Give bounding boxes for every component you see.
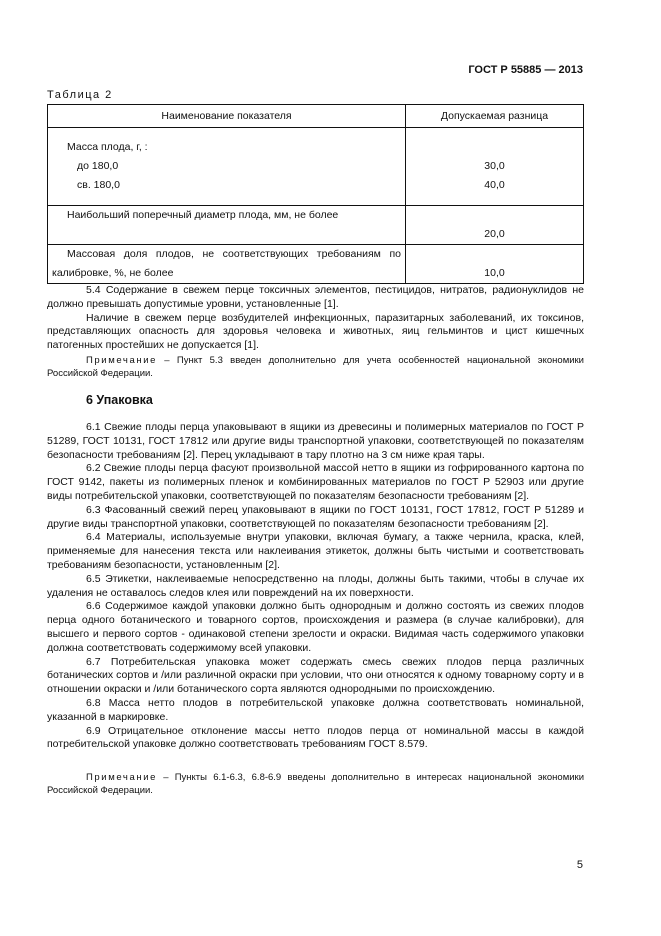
column-header-tolerance: Допускаемая разница [406, 105, 584, 128]
diameter-value: 20,0 [484, 228, 505, 240]
paragraph-5-4: 5.4 Содержание в свежем перце токсичных элементов, пестицидов, нитратов, радионуклидов не должно превышать допустимые уровни, установленные [1]. [47, 284, 584, 310]
section-5-text [47, 284, 584, 353]
calibration-value: 10,0 [484, 267, 505, 279]
table-row-calibration [48, 245, 584, 284]
table-row-diameter [48, 206, 584, 245]
cell-mass-labels [48, 128, 406, 206]
cell-mass-values [406, 128, 584, 206]
section-6-text [47, 421, 584, 752]
diameter-label: Наибольший поперечный диаметр плода, мм, не более [67, 209, 339, 221]
mass-row-value-2: 40,0 [484, 179, 505, 191]
paragraph-6-9: 6.9 Отрицательное отклонение массы нетто плодов перца от номинальной массы в каждой потребительской упаковке должно соответствовать требованиям ГОСТ 8.579. [47, 724, 584, 751]
paragraph-6-8: 6.8 Масса нетто плодов в потребительской упаковке должна соответствовать номинальной, указанной в маркировке. [47, 696, 584, 723]
cell-calibration-value [406, 245, 584, 284]
note-2 [47, 772, 584, 798]
note-1 [47, 355, 584, 381]
paragraph-6-7: 6.7 Потребительская упаковка может содержать смесь свежих плодов перца различных ботанических сортов и /или различной окраски при условии, что они относятся к одному товарному сорту и в отношении окраски и /или ботанического сорта являются однородными по происхождению. [47, 655, 584, 696]
paragraph-6-3: 6.3 Фасованный свежий перец упаковывают в ящики по ГОСТ 10131, ГОСТ 17812, ГОСТ Р 51289 и другие виды транспортной упаковки, соответствующей по показателям безопасности требованиям [2]. [47, 503, 584, 530]
section-6-title: 6 Упаковка [86, 393, 153, 407]
paragraph-6-1: 6.1 Свежие плоды перца упаковывают в ящики из древесины и полимерных материалов по ГОСТ Р 51289, ГОСТ 10131, ГОСТ 17812 или другие виды транспортной упаковки, соответствующей по показателям безопасности требованиям [2]. Перец укладывают в тару плотно на 3 см ниже края тары. [47, 421, 584, 461]
note-2-label: Примечание [86, 772, 157, 783]
paragraph-6-5: 6.5 Этикетки, наклеиваемые непосредственно на плоды, должны быть такими, чтобы в случае их удаления не оставалось следов клея или повреждений на их поверхности. [47, 572, 584, 599]
calibration-label-line2: калибровке, %, не более [52, 267, 174, 279]
table-row-mass [48, 128, 584, 206]
calibration-label-line1: Массовая доля плодов, не соответствующих требованиям по [67, 248, 401, 260]
note-1-text: – Пункт 5.3 введен дополнительно для учета особенностей национальной экономики Российской Федерации. [47, 355, 584, 379]
mass-row-label-2: св. 180,0 [77, 179, 120, 191]
mass-group-title: Масса плода, г, : [67, 141, 148, 153]
cell-calibration-label [48, 245, 406, 284]
column-header-indicator: Наименование показателя [48, 105, 406, 128]
standard-code: ГОСТ Р 55885 — 2013 [468, 64, 583, 76]
mass-row-value-1: 30,0 [484, 160, 505, 172]
note-2-text: – Пункты 6.1-6.3, 6.8-6.9 введены дополнительно в интересах национальной экономики Российской Федерации. [47, 772, 584, 796]
paragraph-6-4: 6.4 Материалы, используемые внутри упаковки, включая бумагу, а также чернила, краска, клей, применяемые для нанесения текста или наклеивания этикеток, должны быть чистыми и соответствовать требованиям безопасности, установленным [2]. [47, 531, 584, 571]
cell-diameter-value [406, 206, 584, 245]
mass-row-label-1: до 180,0 [77, 160, 119, 172]
paragraph-6-6: 6.6 Содержимое каждой упаковки должно быть однородным и должно состоять из свежих плодов перца одного ботанического и товарного сортов, происхождения и размера (в случае калибровки), для высшего и первого сортов - одинаковой степени зрелости и окраски. Видимая часть содержимого упаковки должна соответствовать содержимому всей упаковки. [47, 600, 584, 654]
table-header-row [48, 105, 584, 128]
paragraph-5-4-b: Наличие в свежем перце возбудителей инфекционных, паразитарных заболеваний, их токсинов, представляющих опасность для здоровья человека и животных, яиц гельминтов и цист кишечных патогенных простейших не допускается [1]. [47, 311, 584, 352]
table-caption: Таблица 2 [47, 89, 113, 101]
note-1-label: Примечание [86, 355, 157, 366]
page-number: 5 [576, 859, 583, 871]
data-table [47, 104, 584, 284]
paragraph-6-2: 6.2 Свежие плоды перца фасуют произвольной массой нетто в ящики из гофрированного картона по ГОСТ 9142, пакеты из полимерных пленок и комбинированных материалов по ГОСТ Р 52903 или другие виды потребительской упаковки, соответствующей по показателям безопасности требованиям [2]. [47, 462, 584, 502]
cell-diameter-label [48, 206, 406, 245]
